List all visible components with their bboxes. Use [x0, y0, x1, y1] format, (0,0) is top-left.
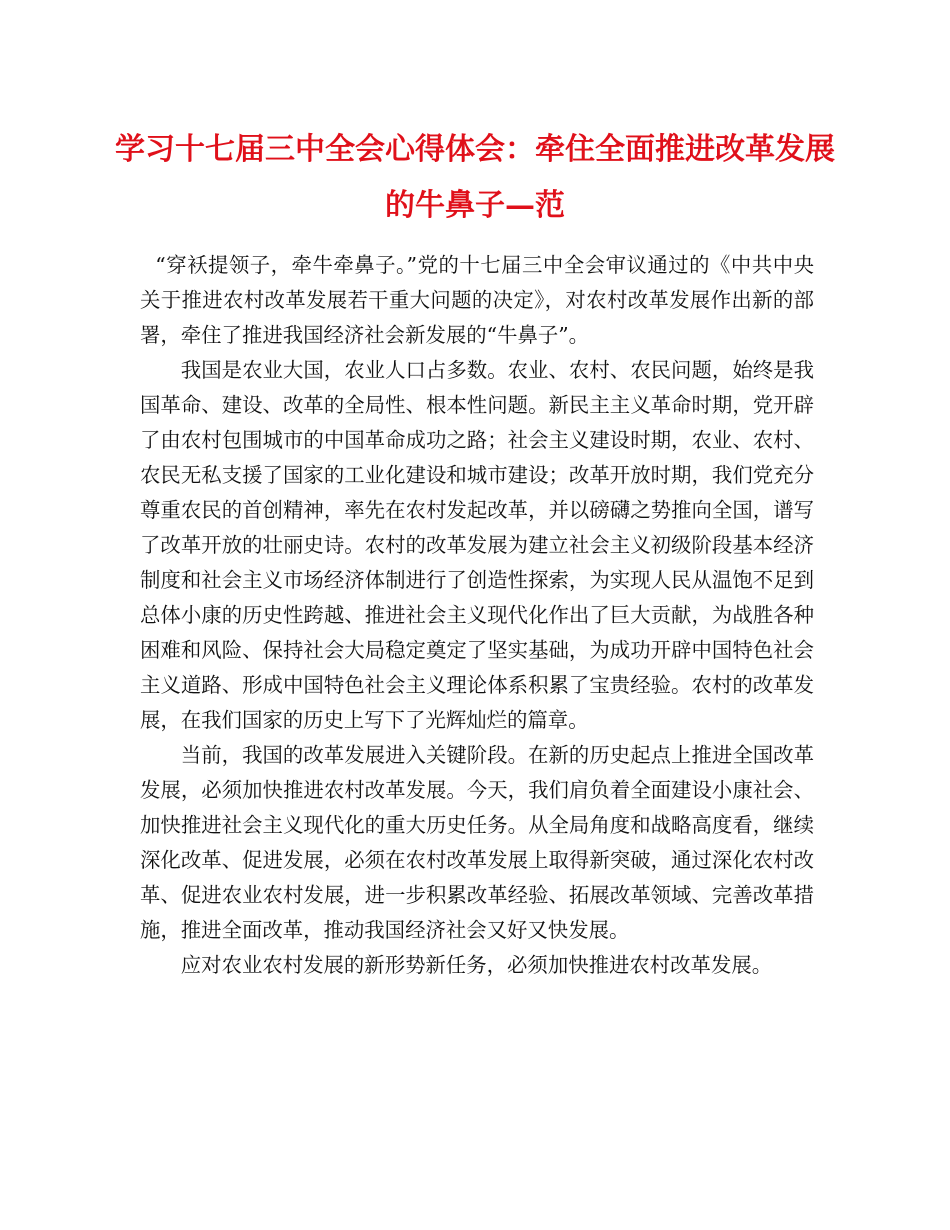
paragraph-4: 应对农业农村发展的新形势新任务，必须加快推进农村改革发展。 [180, 953, 773, 977]
paragraph-2: 我国是农业大国，农业人口占多数。农业、农村、农民问题，始终是我国革命、建设、改革的全局性、根本性问题。新民主主义革命时期，党开辟了由农村包围城市的中国革命成功之路；社会主义建设时期，农业、农村、农民无私支援了国家的工业化建设和城市建设；改革开放时期，我们党充分尊重农民的首创精神，率先在农村发起改革，并以磅礴之势推向全国，谱写了改革开放的壮丽史诗。农村的改革发展为建立社会主义初级阶段基本经济制度和社会主义市场经济体制进行了创造性探索，为实现人民从温饱不足到总体小康的历史性跨越、推进社会主义现代化作出了巨大贡献，为战胜各种困难和风险、保持社会大局稳定奠定了坚实基础，为成功开辟中国特色社会主义道路、形成中国特色社会主义理论体系积累了宝贵经验。农村的改革发展，在我们国家的历史上写下了光辉灿烂的篇章。 [140, 358, 814, 732]
paragraph-3: 当前，我国的改革发展进入关键阶段。在新的历史起点上推进全国改革发展，必须加快推进农村改革发展。今天，我们肩负着全面建设小康社会、加快推进社会主义现代化的重大历史任务。从全局角度和战略高度看，继续深化改革、促进发展，必须在农村改革发展上取得新突破，通过深化农村改革、促进农业农村发展，进一步积累改革经验、拓展改革领域、完善改革措施，推进全面改革，推动我国经济社会又好又快发展。 [140, 743, 814, 942]
title-line-2: 的牛鼻子—范 [385, 188, 565, 223]
document-body [140, 248, 814, 983]
page-title [100, 122, 850, 234]
title-line-1: 学习十七届三中全会心得体会：牵住全面推进改革发展 [115, 132, 835, 167]
paragraph-1: “穿袄提领子，牵牛牵鼻子。”党的十七届三中全会审议通过的《中共中央关于推进农村改革发展若干重大问题的决定》，对农村改革发展作出新的部署，牵住了推进我国经济社会新发展的“牛鼻子”。 [140, 253, 814, 347]
